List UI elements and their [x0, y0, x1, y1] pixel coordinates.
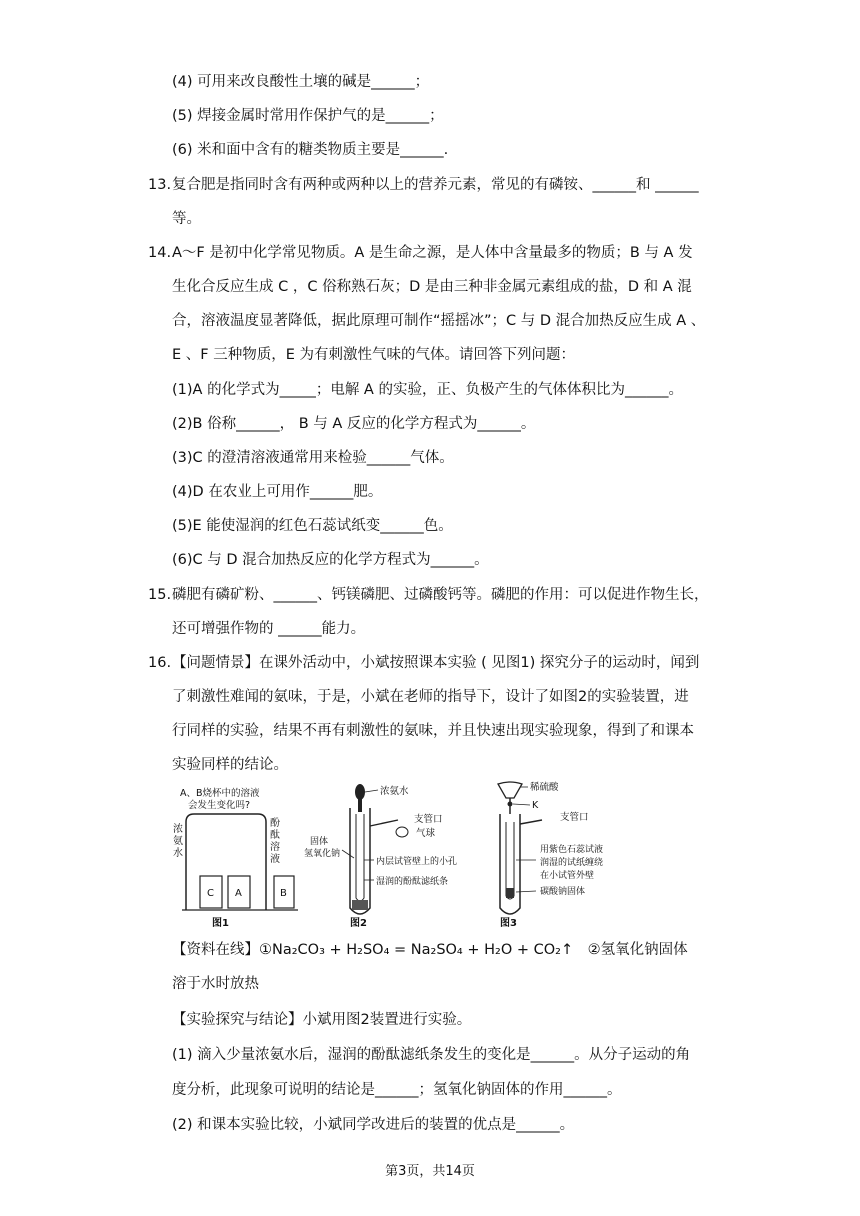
- page-footer: 第3页，共14页: [385, 1164, 475, 1179]
- fig1-caption: 图1: [212, 918, 229, 929]
- text-line: 复合肥是指同时含有两种或两种以上的营养元素，常见的有磷铵、______和 ______: [172, 177, 699, 193]
- fig1-right-label-2: 酞: [270, 830, 280, 841]
- fig1-left-label-2: 氨: [173, 836, 183, 847]
- fig2-label-balloon: 气球: [416, 828, 436, 839]
- text-line: 等。: [172, 211, 201, 227]
- fig3-label-paper-1: 用紫色石蕊试液: [540, 845, 604, 855]
- text-line: (5)E 能使湿润的红色石蕊试纸变______色。: [172, 518, 453, 534]
- fig1-right-label-4: 液: [270, 854, 280, 865]
- fig1-beaker-c-label: C: [207, 888, 214, 899]
- text-line: (6) 米和面中含有的糖类物质主要是______.: [172, 142, 449, 158]
- fig3-label-carbonate: 碳酸钠固体: [540, 887, 586, 897]
- text-line: 合，溶液温度显著降低，据此原理可制作“摇摇冰”；C 与 D 混合加热反应生成 A 、: [172, 313, 706, 329]
- fig1-bell-jar: [186, 814, 266, 910]
- fig1-question-line1: A、B烧杯中的溶液: [180, 788, 260, 799]
- question-number: 16.: [148, 655, 172, 671]
- text-line: 实验同样的结论。: [172, 757, 288, 773]
- fig3-label-branch: 支管口: [560, 812, 589, 823]
- fig3-label-acid: 稀硫酸: [530, 782, 559, 793]
- text-line: (5) 焊接金属时常用作保护气的是______；: [172, 108, 444, 124]
- fig1-left-label-3: 水: [173, 848, 183, 859]
- question-number: 14.: [148, 245, 172, 261]
- figure-1: [173, 787, 298, 929]
- text-line: 【实验探究与结论】小斌用图2装置进行实验。: [172, 1012, 472, 1028]
- fig2-label-hole: 内层试管壁上的小孔: [376, 857, 458, 867]
- experiment-figure: [170, 780, 650, 930]
- text-line: (2) 和课本实验比较，小斌同学改进后的装置的优点是______。: [172, 1117, 575, 1133]
- text-line: E 、F 三种物质，E 为有刺激性气味的气体。请回答下列问题：: [172, 347, 575, 363]
- question-number: 13.: [148, 177, 172, 193]
- fig3-inner-tube: [506, 822, 514, 899]
- fig1-beaker-a-label: A: [235, 888, 242, 899]
- text-line: 磷肥有磷矿粉、______、钙镁磷肥、过磷酸钙等。磷肥的作用：可以促进作物生长，: [172, 587, 709, 603]
- text-line: (6)C 与 D 混合加热反应的化学方程式为______。: [172, 552, 489, 568]
- text-line: 溶于水时放热: [172, 976, 259, 992]
- fig2-label-ammonia: 浓氨水: [380, 786, 409, 797]
- text-line: 还可增强作物的 ______能力。: [172, 621, 366, 637]
- fig1-left-label-1: 浓: [173, 824, 183, 835]
- fig2-outer-tube: [350, 808, 370, 914]
- fig2-balloon: [396, 827, 408, 837]
- text-line: (2)B 俗称______， B 与 A 反应的化学方程式为______。: [172, 416, 536, 432]
- fig1-right-label-1: 酚: [270, 818, 280, 829]
- text-line: 生化合反应生成 C ，C 俗称熟石灰；D 是由三种非金属元素组成的盐，D 和 A 混: [172, 279, 692, 295]
- fig2-label-paper: 湿润的酚酞滤纸条: [376, 877, 449, 887]
- fig2-inner-tube: [356, 814, 364, 901]
- text-line: A～F 是初中化学常见物质。A 是生命之源，是人体中含量最多的物质；B 与 A 发: [172, 245, 693, 261]
- fig2-label-branch: 支管口: [414, 814, 443, 825]
- fig1-beaker-b-label: B: [280, 888, 287, 899]
- text-line: 【问题情景】在课外活动中，小斌按照课本实验 ( 见图1) 探究分子的运动时，闻到: [172, 655, 700, 671]
- text-line: (4) 可用来改良酸性土壤的碱是______；: [172, 74, 430, 90]
- text-line: (1)A 的化学式为_____；电解 A 的实验，正、负极产生的气体体积比为______。: [172, 382, 683, 398]
- figure-2: [304, 784, 457, 929]
- fig3-caption: 图3: [500, 918, 517, 929]
- fig2-dropper-bulb: [355, 784, 365, 800]
- fig1-right-label-3: 溶: [270, 842, 280, 853]
- text-line: (3)C 的澄清溶液通常用来检验______气体。: [172, 450, 454, 466]
- fig3-label-k: K: [532, 800, 539, 811]
- fig3-stopcock: [508, 802, 513, 807]
- figure-3: [498, 781, 603, 929]
- text-line: (1) 滴入少量浓氨水后，湿润的酚酞滤纸条发生的变化是______。从分子运动的角: [172, 1047, 691, 1063]
- text-line: 了刺激性难闻的氨味，于是，小斌在老师的指导下，设计了如图2的实验装置，进: [172, 689, 689, 705]
- fig3-funnel: [498, 782, 522, 798]
- fig2-left-label-1: 固体: [310, 837, 329, 847]
- question-number: 15.: [148, 587, 172, 603]
- fig2-left-label-2: 氢氧化钠: [304, 849, 341, 859]
- text-line: 度分析，此现象可说明的结论是______；氢氧化钠固体的作用______。: [172, 1082, 622, 1098]
- fig1-question-line2: 会发生变化吗?: [188, 800, 251, 811]
- fig3-label-paper-3: 在小试管外壁: [540, 871, 595, 881]
- text-line: (4)D 在农业上可用作______肥。: [172, 484, 383, 500]
- fig3-label-paper-2: 润湿的试纸缠绕: [540, 858, 604, 868]
- text-line: 【资料在线】①Na₂CO₃ + H₂SO₄ = Na₂SO₄ + H₂O + CO₂↑ ②氢氧化钠固体: [172, 942, 688, 958]
- text-line: 行同样的实验，结果不再有刺激性的氨味，并且快速出现实验现象，得到了和课本: [172, 723, 694, 739]
- fig2-caption: 图2: [350, 918, 367, 929]
